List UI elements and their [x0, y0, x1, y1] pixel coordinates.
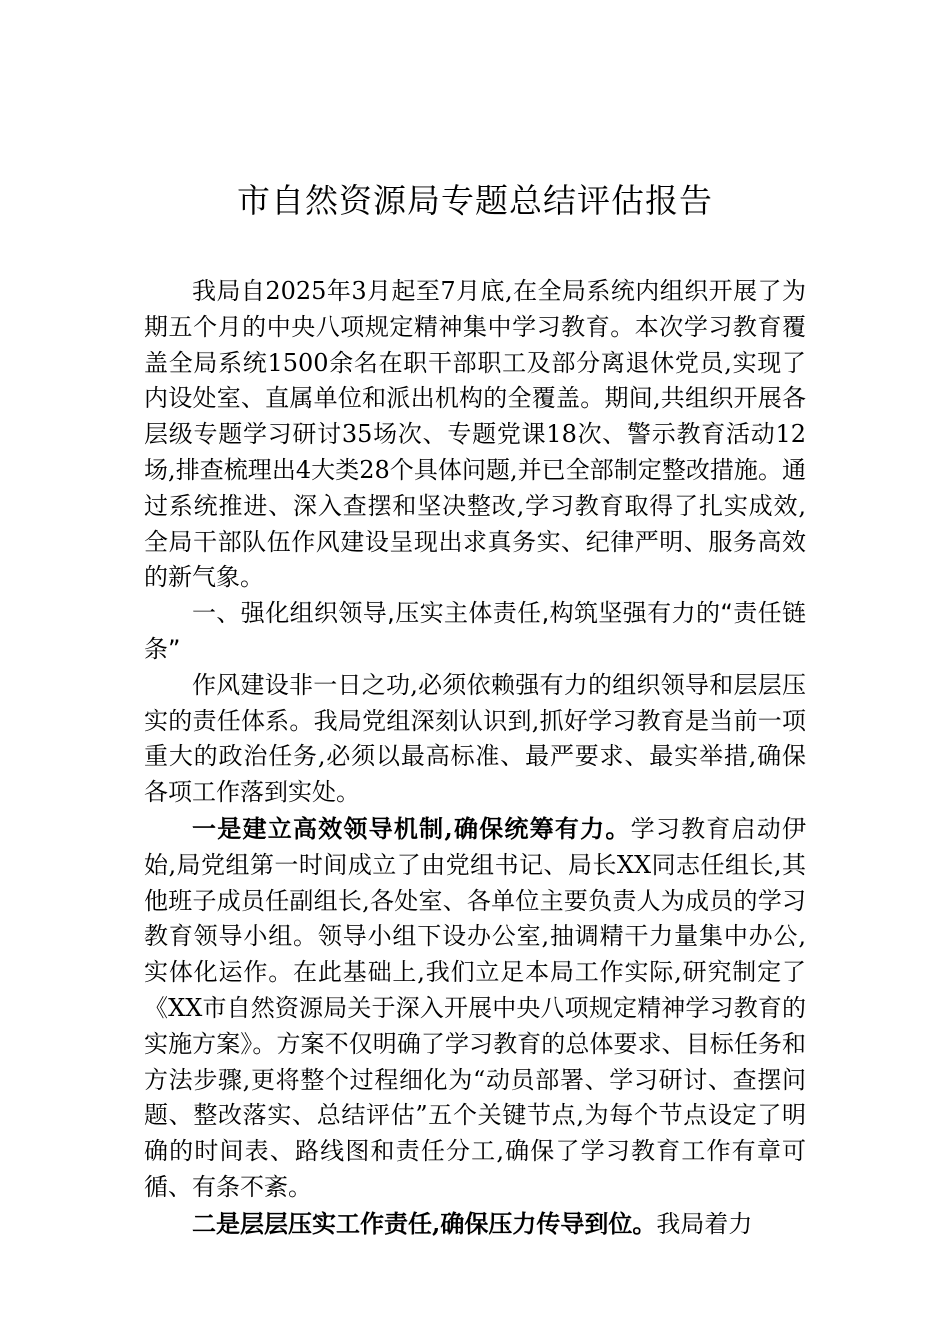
point-2-paragraph [144, 1206, 806, 1243]
point-2-lead: 二是层层压实工作责任,确保压力传导到位。 [192, 1208, 657, 1238]
section-1-heading: 一、强化组织领导,压实主体责任,构筑坚强有力的“责任链条” [144, 599, 806, 663]
point-1-lead: 一是建立高效领导机制,确保统筹有力。 [192, 813, 631, 843]
intro-paragraph: 我局自2025年3月起至7月底,在全局系统内组织开展了为期五个月的中央八项规定精神集中学习教育。本次学习教育覆盖全局系统1500余名在职干部职工及部分离退休党员,实现了内设处室、直属单位和派出机构的全覆盖。期间,共组织开展各层级专题学习研讨35场次、专题党课18次、警示教育活动12场,排查梳理出4大类28个具体问题,并已全部制定整改措施。通过系统推进、深入查摆和坚决整改,学习教育取得了扎实成效,全局干部队伍作风建设呈现出求真务实、纪律严明、服务高效的新气象。 [144, 277, 806, 592]
point-1-paragraph [144, 811, 806, 1206]
document-title: 市自然资源局专题总结评估报告 [237, 181, 713, 220]
section-1-paragraph: 作风建设非一日之功,必须依赖强有力的组织领导和层层压实的责任体系。我局党组深刻认识到,抓好学习教育是当前一项重大的政治任务,必须以最高标准、最严要求、最实举措,确保各项工作落到实处。 [144, 670, 806, 807]
point-1-body: 学习教育启动伊始,局党组第一时间成立了由党组书记、局长XX同志任组长,其他班子成员任副组长,各处室、各单位主要负责人为成员的学习教育领导小组。领导小组下设办公室,抽调精干力量集中办公,实体化运作。在此基础上,我们立足本局工作实际,研究制定了《XX市自然资源局关于深入开展中央八项规定精神学习教育的实施方案》。方案不仅明确了学习教育的总体要求、目标任务和方法步骤,更将整个过程细化为“动员部署、学习研讨、查摆问题、整改落实、总结评估”五个关键节点,为每个节点设定了明确的时间表、路线图和责任分工,确保了学习教育工作有章可循、有条不紊。 [144, 814, 807, 1201]
document-page [144, 178, 806, 1243]
point-2-body: 我局着力 [656, 1209, 753, 1238]
